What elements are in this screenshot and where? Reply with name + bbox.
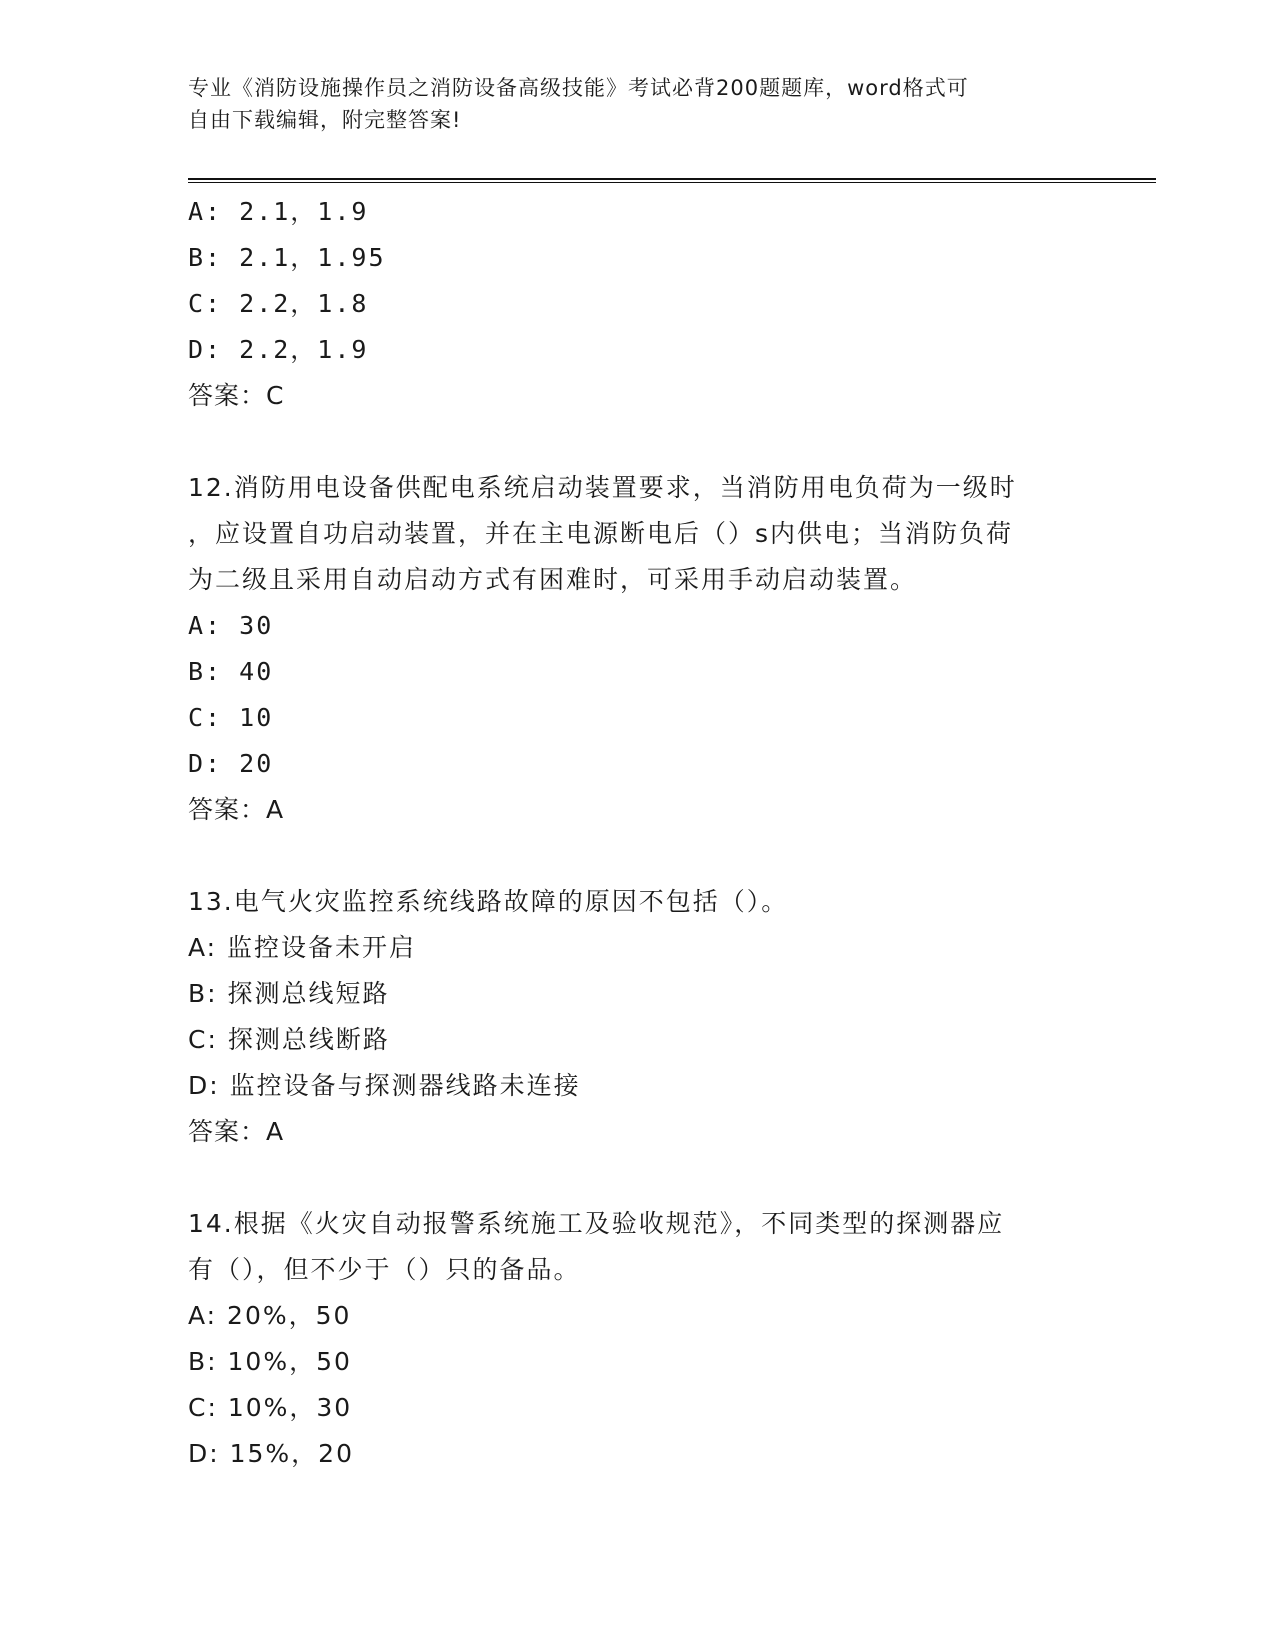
question-list (188, 189, 1088, 1477)
question-stem-line: 14.根据《火灾自动报警系统施工及验收规范》，不同类型的探测器应 (188, 1209, 1005, 1238)
option-c: C: 2.2，1.8 (188, 289, 369, 318)
question-stem-line: 13.电气火灾监控系统线路故障的原因不包括（）。 (188, 887, 789, 916)
answer: 答案：C (188, 381, 285, 410)
option-b: B: 探测总线短路 (188, 979, 390, 1008)
question-12 (188, 465, 1088, 833)
question-14 (188, 1201, 1088, 1477)
option-a: A: 2.1，1.9 (188, 197, 369, 226)
option-c: C: 探测总线断路 (188, 1025, 390, 1054)
header-line-1: 专业《消防设施操作员之消防设备高级技能》考试必背200题题库，word格式可 (188, 76, 969, 100)
answer: 答案：A (188, 1117, 285, 1146)
option-b: B: 10%，50 (188, 1347, 352, 1376)
header-divider (188, 178, 1156, 183)
option-d: D: 20 (188, 749, 274, 778)
spacer (188, 419, 1088, 465)
question-13 (188, 879, 1088, 1155)
answer: 答案：A (188, 795, 285, 824)
question-stem-line: 为二级且采用自动启动方式有困难时，可采用手动启动装置。 (188, 565, 918, 594)
option-a: A: 监控设备未开启 (188, 933, 417, 962)
option-b: B: 2.1，1.95 (188, 243, 386, 272)
document-header (188, 72, 1068, 136)
question-stem-line: 有（），但不少于（）只的备品。 (188, 1255, 581, 1284)
option-d: D: 15%，20 (188, 1439, 354, 1468)
header-line-2: 自由下载编辑，附完整答案! (188, 108, 462, 132)
option-d: D: 2.2，1.9 (188, 335, 369, 364)
question-stem-line: 12.消防用电设备供配电系统启动装置要求，当消防用电负荷为一级时 (188, 473, 1017, 502)
spacer (188, 1155, 1088, 1201)
option-c: C: 10 (188, 703, 274, 732)
option-a: A: 20%，50 (188, 1301, 352, 1330)
question-stem-line: ，应设置自功启动装置，并在主电源断电后（）s内供电；当消防负荷 (188, 519, 1014, 548)
spacer (188, 833, 1088, 879)
option-a: A: 30 (188, 611, 274, 640)
option-c: C: 10%，30 (188, 1393, 353, 1422)
option-d: D: 监控设备与探测器线路未连接 (188, 1071, 581, 1100)
option-b: B: 40 (188, 657, 274, 686)
question-11 (188, 189, 1088, 419)
